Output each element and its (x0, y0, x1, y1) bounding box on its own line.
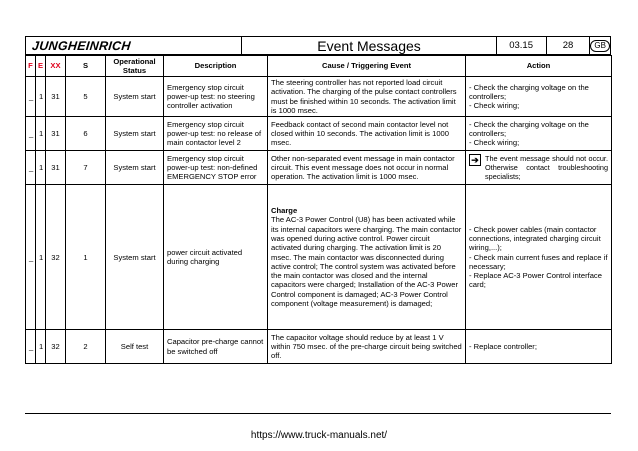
table-row (26, 151, 612, 185)
cell-xx: 32 (46, 330, 66, 364)
cell-e: 1 (36, 151, 46, 185)
cell-cause (268, 185, 466, 330)
action-line: - Check wiring; (469, 101, 520, 111)
col-s-header: S (66, 56, 106, 77)
table-row (26, 330, 612, 364)
cell-action (466, 151, 612, 185)
brand-logo (26, 37, 242, 54)
action-note-text: The event message should not occur. Otherwise contact troubleshooting specialists; (485, 153, 608, 182)
cell-xx: 31 (46, 151, 66, 185)
language-badge (590, 37, 610, 54)
cell-e: 1 (36, 117, 46, 151)
footer-divider (25, 413, 611, 414)
action-line: - Check wiring; (469, 138, 520, 148)
action-line: - Check the charging voltage on the controllers; (469, 119, 589, 139)
cell-status: System start (106, 117, 164, 151)
action-note (469, 154, 608, 182)
col-xx-header: XX (46, 56, 66, 77)
cell-e: 1 (36, 330, 46, 364)
cell-xx: 31 (46, 77, 66, 117)
cell-action (466, 77, 612, 117)
footer-url[interactable]: https://www.truck-manuals.net/ (250, 430, 388, 441)
cell-cause: The steering controller has not reported load circuit activation. The charging of the pulse contact controllers must be finished within 10 seconds. The activation limit is 1000 msec. (268, 77, 466, 117)
col-cause-header: Cause / Triggering Event (268, 56, 466, 77)
col-e-header: E (36, 56, 46, 77)
action-line: - Replace controller; (469, 342, 537, 352)
cell-e: 1 (36, 77, 46, 117)
cell-description: Emergency stop circuit power-up test: non-defined EMERGENCY STOP error (164, 151, 268, 185)
cell-description: Capacitor pre-charge cannot be switched off (164, 330, 268, 364)
page-title: Event Messages (242, 37, 496, 54)
cell-xx: 32 (46, 185, 66, 330)
cell-f: _ (26, 77, 36, 117)
cell-action (466, 330, 612, 364)
action-line: - Check power cables (main contactor connections, integrated charging circuit wiring,...); (469, 224, 601, 253)
table-row (26, 185, 612, 330)
cell-action (466, 117, 612, 151)
language-code: GB (590, 40, 610, 52)
page-header (25, 36, 611, 55)
action-line: - Replace AC-3 Power Control interface card; (469, 271, 602, 290)
cell-e: 1 (36, 185, 46, 330)
arrow-right-icon: ➔ (469, 154, 481, 166)
cell-status: System start (106, 151, 164, 185)
cell-f: _ (26, 151, 36, 185)
cause-title: Charge (271, 206, 298, 216)
cell-s: 5 (66, 77, 106, 117)
action-line: - Check main current fuses and replace if necessary; (469, 252, 608, 271)
action-line: - Check the charging voltage on the controllers; (469, 82, 589, 101)
page-number: 28 (547, 37, 591, 54)
cell-action (466, 185, 612, 330)
event-messages-table (25, 55, 612, 364)
cell-f: _ (26, 185, 36, 330)
table-row (26, 117, 612, 151)
cell-status: System start (106, 185, 164, 330)
cell-description: Emergency stop circuit power-up test: no steering controller activation (164, 77, 268, 117)
col-status-header: Operational Status (106, 56, 164, 77)
col-action-header: Action (466, 56, 612, 77)
cell-status: Self test (106, 330, 164, 364)
cell-cause: Other non-separated event message in main contactor circuit. This event message does not occur in normal operation. The activation limit is 1000 msec. (268, 151, 466, 185)
cell-status: System start (106, 77, 164, 117)
table-header-row (26, 56, 612, 77)
col-f-header: F (26, 56, 36, 77)
cell-s: 1 (66, 185, 106, 330)
col-description-header: Description (164, 56, 268, 77)
cell-s: 7 (66, 151, 106, 185)
cell-description: power circuit activated during charging (164, 185, 268, 330)
cell-xx: 31 (46, 117, 66, 151)
cell-f: _ (26, 117, 36, 151)
cell-description: Emergency stop circuit power-up test: no release of main contactor level 2 (164, 117, 268, 151)
cell-f: _ (26, 330, 36, 364)
brand-text: JUNGHEINRICH (31, 38, 132, 53)
manual-version: 03.15 (497, 37, 547, 54)
cell-s: 2 (66, 330, 106, 364)
cause-text: The AC-3 Power Control (U8) has been activated while its internal capacitors were charging. The main contactor was opened during active control. Power circuit activated during charging. The activation limit is 20 msec. The main contactor was disconnected during active control; The control system was activated before the main contactor was closed and the internal capacitors were charged; Installation of the AC-3 Power Control component is damaged; AC-3 Power Control component (voltage measurement) is damaged; (271, 215, 462, 309)
cell-s: 6 (66, 117, 106, 151)
cell-cause: The capacitor voltage should reduce by at least 1 V within 750 msec. of the pre-charge circuit being switched off. (268, 330, 466, 364)
table-row (26, 77, 612, 117)
cell-cause: Feedback contact of second main contactor level not closed within 10 seconds. The activation limit is 1000 msec. (268, 117, 466, 151)
